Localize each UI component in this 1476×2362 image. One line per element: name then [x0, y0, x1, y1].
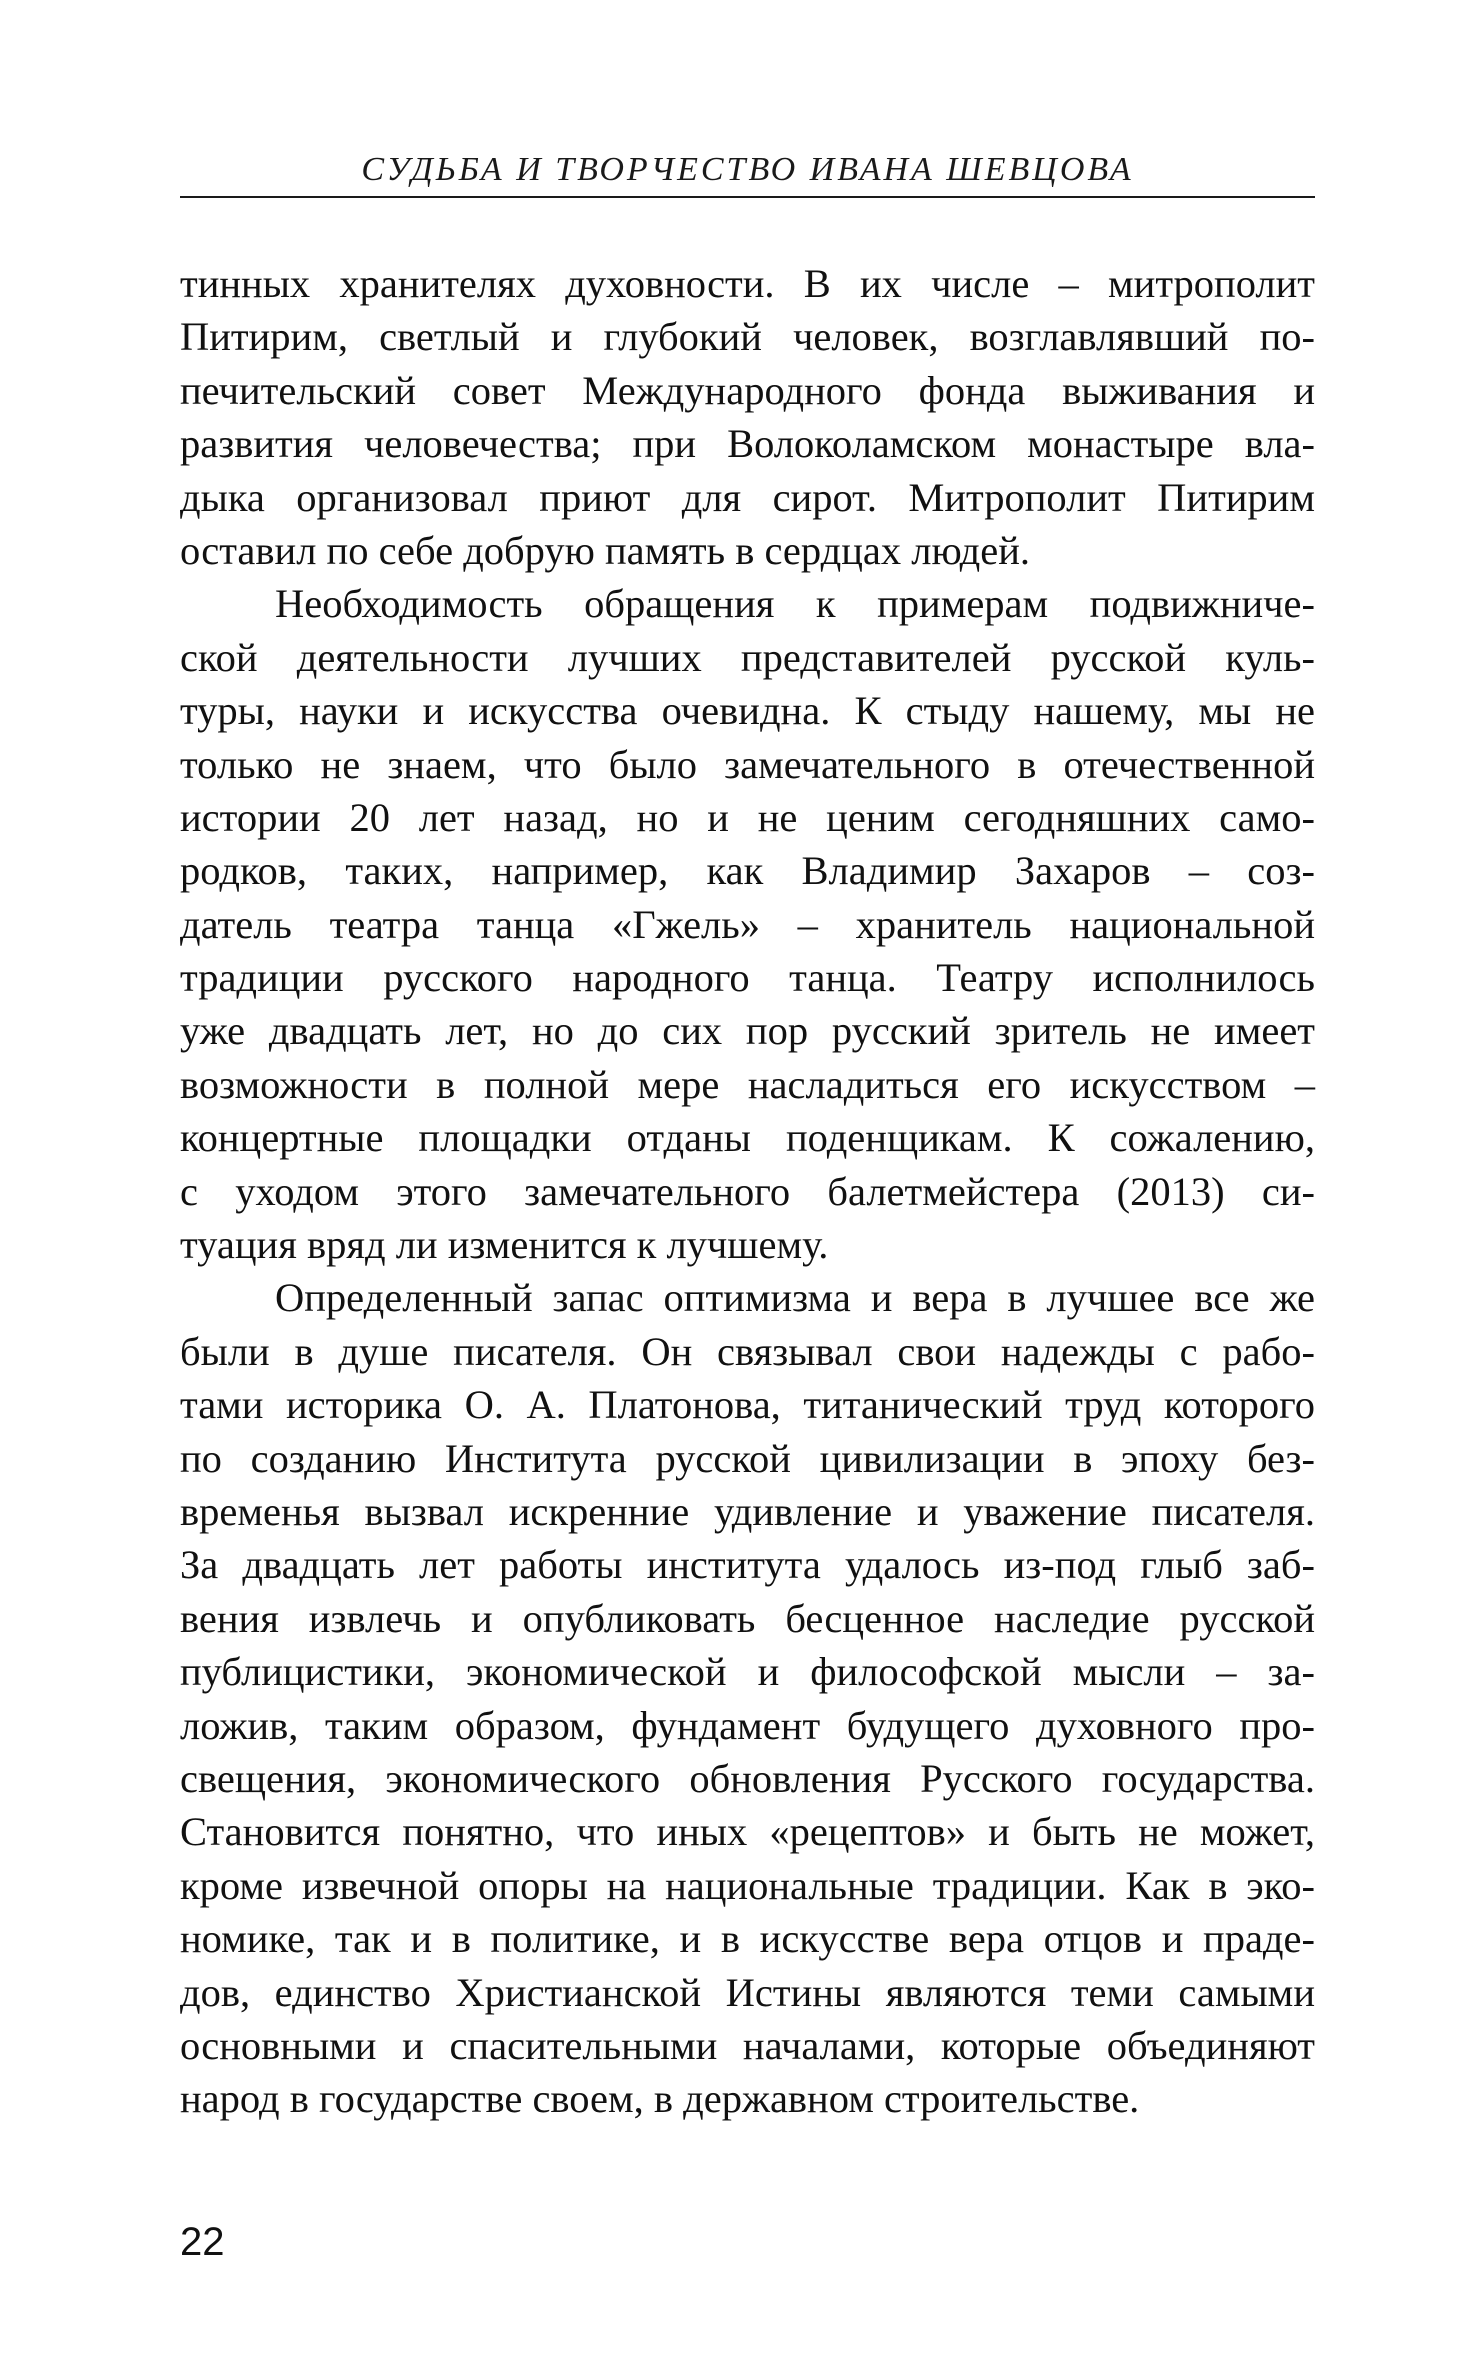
text-line: Необходимость обращения к примерам подвижниче- — [275, 581, 1315, 627]
text-line: концертные площадки отданы поденщикам. К сожалению, — [180, 1115, 1315, 1161]
text-line: дыка организовал приют для сирот. Митрополит Питирим — [180, 474, 1315, 520]
text-line: Определенный запас оптимизма и вера в лучшее все же — [275, 1275, 1315, 1321]
header-rule — [180, 196, 1315, 198]
text-line: номике, так и в политике, и в искусстве вера отцов и праде- — [180, 1916, 1315, 1962]
text-line: дов, единство Христианской Истины являются теми самыми — [180, 1969, 1315, 2015]
page-number: 22 — [180, 2220, 225, 2264]
text-line: публицистики, экономической и философской мысли – за- — [180, 1649, 1315, 1695]
text-line: кроме извечной опоры на национальные традиции. Как в эко- — [180, 1862, 1315, 1908]
text-line: развития человечества; при Волоколамском монастыре вла- — [180, 421, 1315, 467]
text-line: туация вряд ли изменится к лучшему. — [180, 1222, 829, 1268]
running-head-title: СУДЬБА И ТВОРЧЕСТВО ИВАНА ШЕВЦОВА — [361, 151, 1134, 188]
text-line: родков, таких, например, как Владимир Захаров – соз- — [180, 848, 1315, 894]
text-line: только не знаем, что было замечательного в отечественной — [180, 741, 1315, 787]
paragraph — [180, 1271, 1315, 2125]
text-line: датель театра танца «Гжель» – хранитель национальной — [180, 901, 1315, 947]
text-line: тами историка О. А. Платонова, титанический труд которого — [180, 1382, 1315, 1428]
text-line: тинных хранителях духовности. В их числе – митрополит — [180, 261, 1315, 306]
text-line: ложив, таким образом, фундамент будущего духовного про- — [180, 1702, 1315, 1748]
text-line: вения извлечь и опубликовать бесценное наследие русской — [180, 1595, 1315, 1641]
text-line: печительский совет Международного фонда выживания и — [180, 367, 1315, 413]
text-line: были в душе писателя. Он связывал свои надежды с рабо- — [180, 1328, 1315, 1374]
paragraph — [180, 257, 1315, 577]
text-line: свещения, экономического обновления Русского государства. — [180, 1755, 1315, 1801]
text-line: традиции русского народного танца. Театру исполнилось — [180, 955, 1315, 1001]
text-line: оставил по себе добрую память в сердцах людей. — [180, 527, 1031, 573]
text-line: Питирим, светлый и глубокий человек, возглавлявший по- — [180, 314, 1315, 360]
text-line: За двадцать лет работы института удалось из-под глыб заб- — [180, 1542, 1315, 1588]
text-line: ской деятельности лучших представителей русской куль- — [180, 634, 1315, 680]
text-line: временья вызвал искренние удивление и уважение писателя. — [180, 1488, 1315, 1534]
text-line: уже двадцать лет, но до сих пор русский зритель не имеет — [180, 1008, 1315, 1054]
text-line: с уходом этого замечательного балетмейстера (2013) си- — [180, 1168, 1315, 1214]
text-line: истории 20 лет назад, но и не ценим сегодняшних само- — [180, 794, 1315, 840]
body-text — [180, 257, 1315, 2126]
text-line: основными и спасительными началами, которые объединяют — [180, 2022, 1315, 2068]
text-line: по созданию Института русской цивилизации в эпоху без- — [180, 1435, 1315, 1481]
paragraph — [180, 577, 1315, 1271]
text-line: возможности в полной мере насладиться его искусством – — [180, 1061, 1315, 1107]
text-line: туры, науки и искусства очевидна. К стыду нашему, мы не — [180, 688, 1315, 734]
text-line: народ в государстве своем, в державном строительстве. — [180, 2076, 1140, 2122]
text-line: Становится понятно, что иных «рецептов» и быть не может, — [180, 1809, 1315, 1855]
